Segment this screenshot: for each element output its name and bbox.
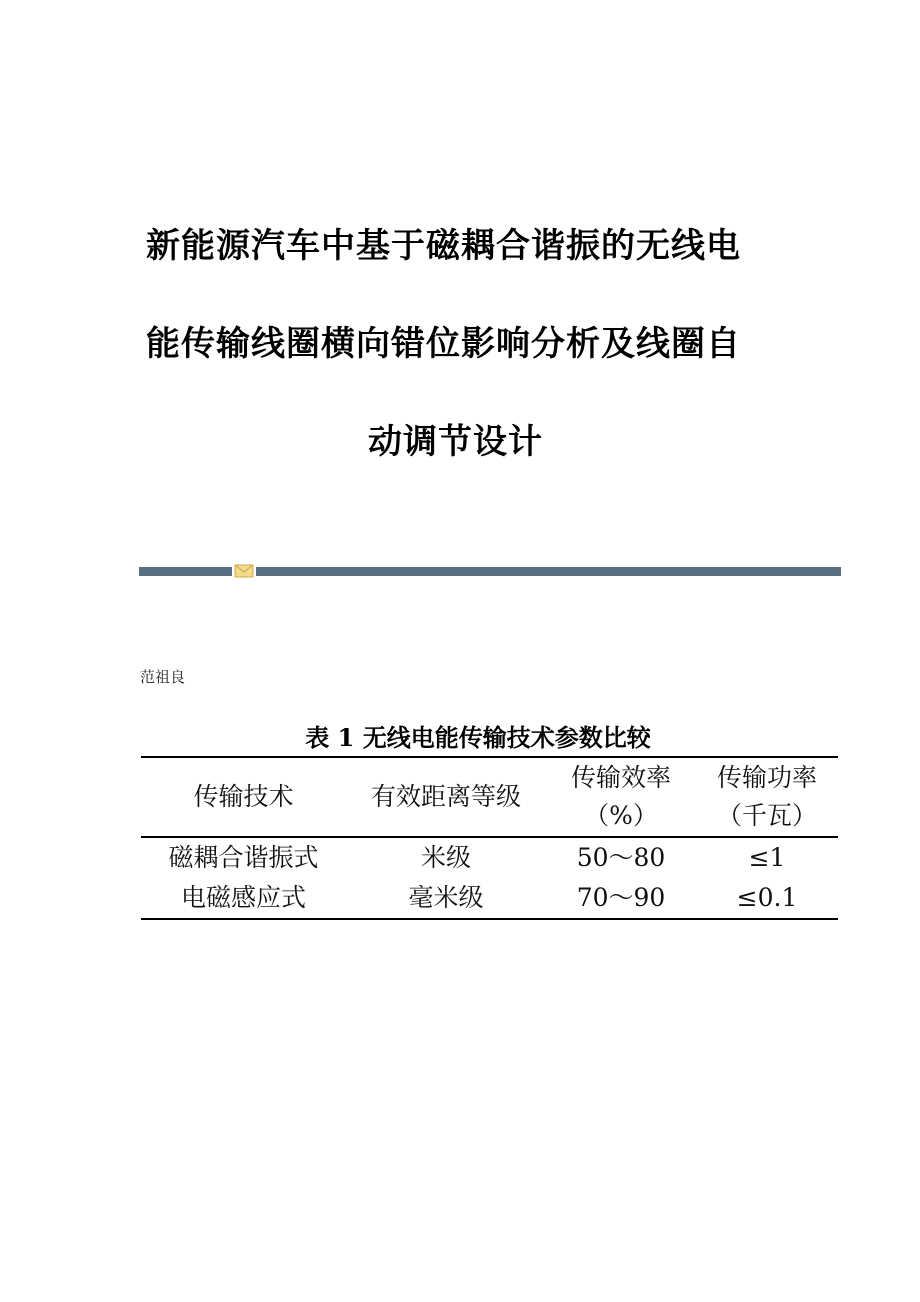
header-main: 传输功率 — [716, 763, 817, 792]
table-cell: 毫米级 — [408, 883, 484, 912]
table-cell: 50～80 — [576, 843, 666, 872]
table-cell: 磁耦合谐振式 — [168, 843, 319, 872]
header-unit: （%） — [584, 801, 658, 830]
header-unit: （千瓦） — [716, 801, 817, 830]
title-line-3: 动调节设计 — [368, 422, 543, 462]
header-cell — [546, 757, 696, 837]
table-row — [141, 878, 838, 919]
author-name: 范祖良 — [140, 668, 186, 686]
table-cell: 70～90 — [576, 883, 666, 912]
envelope-icon — [234, 563, 254, 579]
table-row — [141, 837, 838, 878]
title-line-2: 能传输线圈横向错位影响分析及线圈自 — [146, 324, 741, 364]
divider-right — [256, 567, 841, 576]
comparison-table — [141, 756, 838, 920]
divider-left — [139, 567, 232, 576]
header-main: 传输技术 — [193, 782, 294, 811]
title-line-1: 新能源汽车中基于磁耦合谐振的无线电 — [146, 226, 741, 266]
header-main: 传输效率 — [570, 763, 671, 792]
table-cell: ≤1 — [748, 843, 786, 872]
header-cell — [141, 757, 346, 837]
table-cell: 电磁感应式 — [180, 883, 306, 912]
table-cell: 米级 — [420, 843, 471, 872]
table-header-row — [141, 757, 838, 837]
header-main: 有效距离等级 — [370, 782, 521, 811]
header-cell — [346, 757, 546, 837]
table-cell: ≤0.1 — [736, 883, 798, 912]
header-cell — [696, 757, 838, 837]
table-caption: 表 1 无线电能传输技术参数比较 — [305, 723, 651, 752]
